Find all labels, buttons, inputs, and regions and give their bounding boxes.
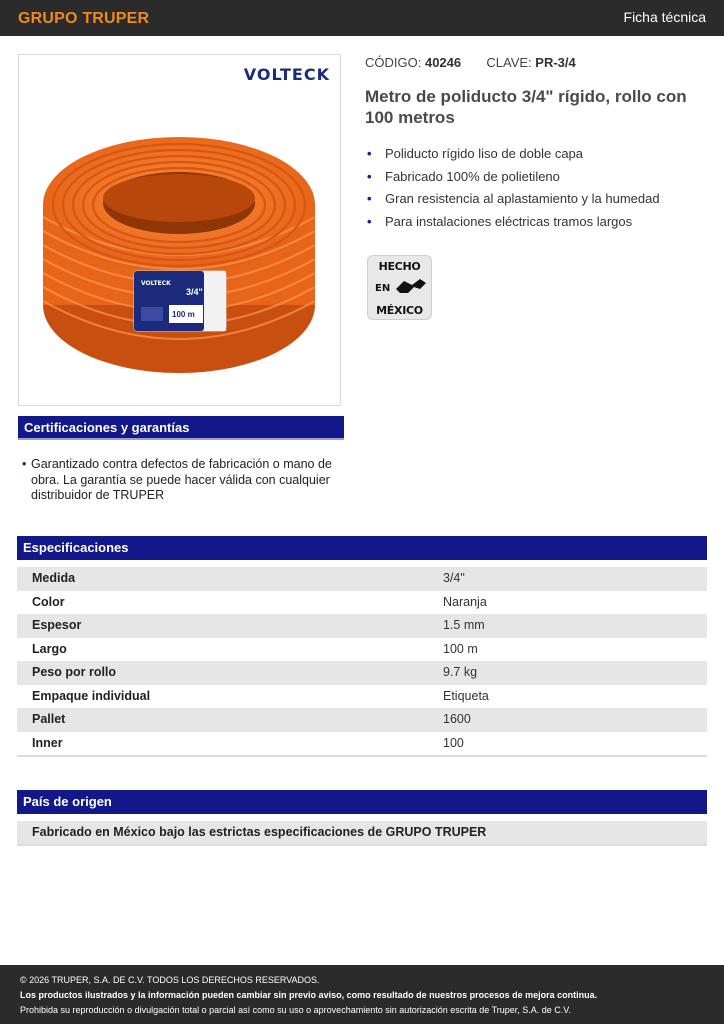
feature-item: • Fabricado 100% de polietileno (367, 168, 660, 191)
product-codes (365, 55, 576, 70)
document-type-label: Ficha técnica (623, 9, 706, 25)
clave-value: PR-3/4 (535, 55, 576, 70)
spec-key: Color (32, 594, 65, 609)
origin-heading: País de origen (17, 790, 707, 814)
spec-value: 100 m (443, 641, 478, 656)
feature-list (367, 145, 660, 235)
spec-value: 1600 (443, 712, 471, 726)
label-size-text: 3/4" (186, 287, 203, 297)
copyright-text: © 2026 TRUPER, S.A. DE C.V. TODOS LOS DERECHOS RESERVADOS. (20, 975, 320, 985)
product-image (18, 54, 341, 406)
table-row (17, 614, 707, 638)
spec-key: Medida (32, 571, 76, 585)
specifications-heading: Especificaciones (17, 536, 707, 560)
spec-value: 100 (443, 735, 464, 750)
clave-label: CLAVE: (486, 55, 532, 70)
table-row (17, 591, 707, 615)
table-row (17, 732, 707, 756)
badge-line-3: MÉXICO (376, 304, 423, 317)
table-row (17, 708, 707, 732)
spec-key: Empaque individual (32, 688, 151, 703)
table-row (17, 661, 707, 685)
disclaimer-text: Los productos ilustrados y la información pueden cambiar sin previo aviso, como resultado de nuestros procesos de mejora continua. (20, 990, 598, 1000)
origin-text: Fabricado en México bajo las estrictas especificaciones de GRUPO TRUPER (17, 821, 707, 846)
spec-value: Etiqueta (443, 688, 489, 703)
eagle-icon (394, 277, 428, 297)
label-brand-text: VOLTECK (141, 280, 171, 287)
spec-value: 3/4" (443, 571, 465, 585)
table-row (17, 638, 707, 662)
table-divider (17, 755, 707, 757)
spec-value: Naranja (443, 594, 487, 609)
spec-key: Largo (32, 641, 67, 656)
badge-line-1: HECHO (378, 260, 421, 273)
legal-text: Prohibida su reproducción o divulgación total o parcial así como su uso o aprovechamiento sin autorización escrita de Truper, S.A. de C.V. (20, 1005, 571, 1015)
hose-roll-illustration (19, 55, 341, 406)
hecho-en-mexico-badge (367, 255, 432, 320)
table-row (17, 685, 707, 709)
certifications-heading: Certificaciones y garantías (18, 416, 344, 440)
top-header-bar (0, 0, 724, 36)
specifications-table (17, 567, 707, 755)
table-row (17, 567, 707, 591)
footer (0, 965, 724, 1024)
product-title: Metro de poliducto 3/4" rígido, rollo con 100 metros (365, 87, 687, 127)
badge-line-2: EN (375, 283, 391, 294)
code-value: 40246 (424, 55, 462, 70)
brand-logo: GRUPO TRUPER (18, 10, 150, 27)
product-label (134, 271, 226, 331)
warranty-text: • Garantizado contra defectos de fabricación o mano de obra. La garantía se puede hacer válida con cualquier distribuidor de TRUPER (22, 457, 342, 504)
code-label: CÓDIGO: (365, 55, 422, 70)
spec-value: 9.7 kg (443, 665, 478, 679)
spec-key: Pallet (32, 712, 66, 726)
spec-key: Espesor (32, 618, 82, 632)
volteck-logo: VOLTECK (243, 65, 330, 84)
spec-value: 1.5 mm (443, 618, 485, 632)
feature-item: • Gran resistencia al aplastamiento y la humedad (367, 190, 660, 213)
feature-item: • Poliducto rígido liso de doble capa (367, 145, 660, 168)
label-length-text: 100 m (172, 310, 195, 319)
spec-key: Inner (32, 735, 63, 750)
feature-item: • Para instalaciones eléctricas tramos largos (367, 213, 660, 236)
spec-key: Peso por rollo (32, 665, 117, 679)
